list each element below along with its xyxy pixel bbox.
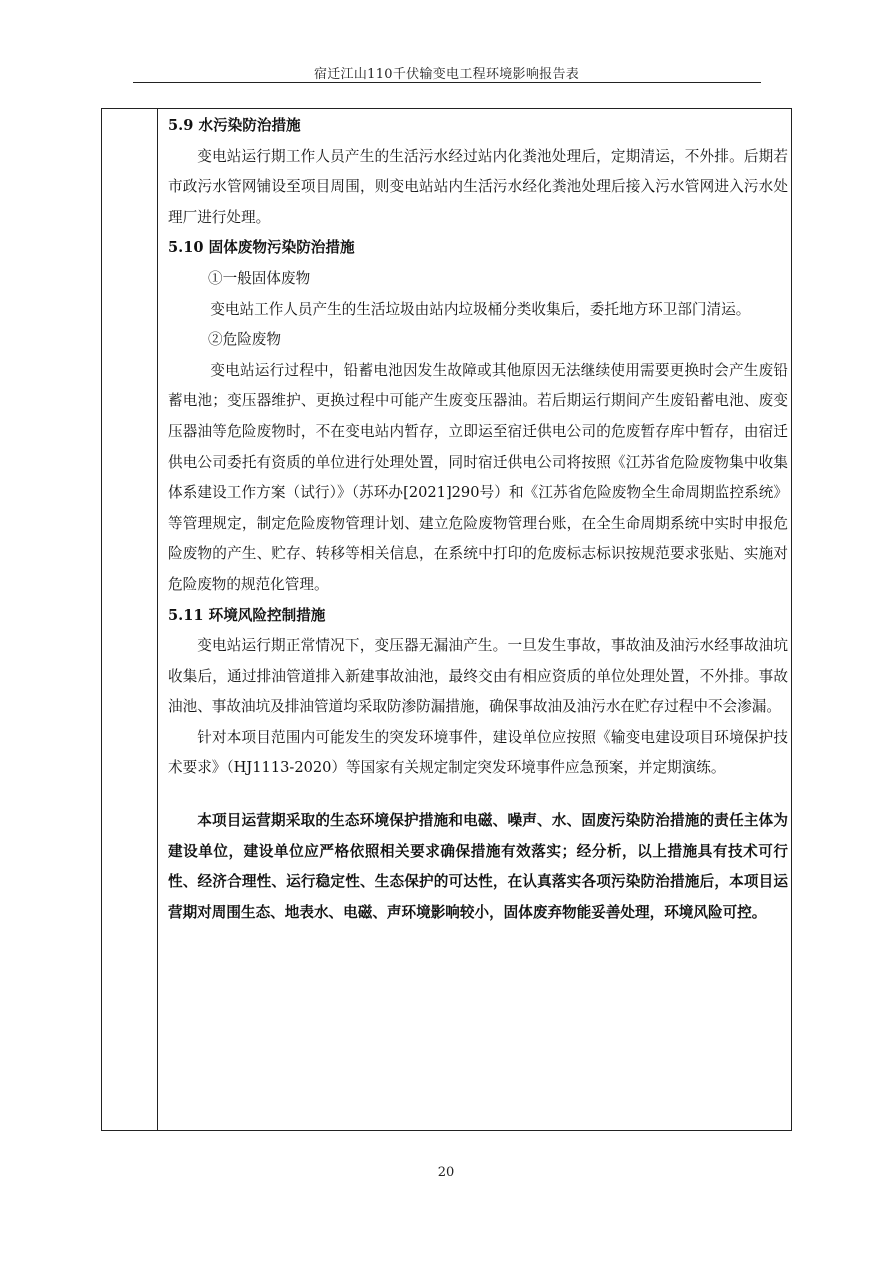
header-rule: [133, 82, 761, 83]
section-5-11-paragraph-2: 针对本项目范围内可能发生的突发环境事件，建设单位应按照《输变电建设项目环境保护技术要求》（HJ1113-2020）等国家有关规定制定突发环境事件应急预案，并定期演练。: [168, 728, 788, 777]
conclusion-paragraph: 本项目运营期采取的生态环境保护措施和电磁、噪声、水、固废污染防治措施的责任主体为建设单位，建设单位应严格依照相关要求确保措施有效落实；经分析，以上措施具有技术可行性、经济合理性、运行稳定性、生态保护的可达性，在认真落实各项污染防治措施后，本项目运营期对周围生态、地表水、电磁、声环境影响较小，固体废弃物能妥善处理，环境风险可控。: [168, 812, 788, 921]
subsection-text-general-waste: 变电站工作人员产生的生活垃圾由站内垃圾桶分类收集后，委托地方环卫部门清运。: [210, 300, 751, 318]
table-content-cell: [168, 111, 788, 928]
subsection-title-hazardous-waste: ②危险废物: [208, 331, 281, 349]
section-heading-5-10: 5.10 固体废物污染防治措施: [168, 239, 355, 257]
table-left-column: [102, 109, 158, 1130]
section-5-9-paragraph: 变电站运行期工作人员产生的生活污水经过站内化粪池处理后，定期清运，不外排。后期若市政污水管网铺设至项目周围，则变电站站内生活污水经化粪池处理后接入污水管网进入污水处理厂进行处理。: [168, 147, 788, 226]
section-heading-5-9: 5.9 水污染防治措施: [168, 117, 301, 134]
section-5-11-paragraph-1: 变电站运行期正常情况下，变压器无漏油产生。一旦发生事故，事故油及油污水经事故油坑收集后，通过排油管道排入新建事故油池，最终交由有相应资质的单位处理处置，不外排。事故油池、事故油坑及排油管道均采取防渗防漏措施，确保事故油及油污水在贮存过程中不会渗漏。: [168, 637, 788, 716]
section-heading-5-11: 5.11 环境风险控制措施: [168, 606, 326, 624]
table-frame: [101, 108, 792, 1131]
subsection-text-hazardous-waste: 变电站运行过程中，铅蓄电池因发生故障或其他原因无法继续使用需要更换时会产生废铅蓄电池；变压器维护、更换过程中可能产生废变压器油。若后期运行期间产生废铅蓄电池、废变压器油等危险废物时，不在变电站内暂存，立即运至宿迁供电公司的危废暂存库中暂存，由宿迁供电公司委托有资质的单位进行处理处置，同时宿迁供电公司将按照《江苏省危险废物集中收集体系建设工作方案（试行）》（苏环办[2021]290号）和《江苏省危险废物全生命周期监控系统》等管理规定，制定危险废物管理计划、建立危险废物管理台账，在全生命周期系统中实时申报危险废物的产生、贮存、转移等相关信息，在系统中打印的危废标志标识按规范要求张贴、实施对危险废物的规范化管理。: [168, 361, 788, 593]
running-header: 宿迁江山110千伏输变电工程环境影响报告表: [313, 67, 580, 82]
page-number: 20: [437, 1165, 455, 1180]
subsection-title-general-waste: ①一般固体废物: [208, 269, 311, 287]
